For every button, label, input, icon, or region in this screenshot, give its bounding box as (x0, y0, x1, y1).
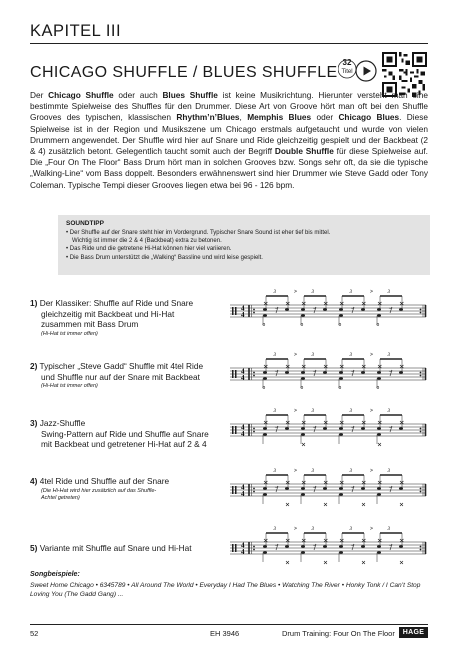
snare-note (301, 371, 305, 374)
percussion-clef-icon (232, 370, 234, 378)
example-title-line: zusammen mit Bass Drum (41, 319, 139, 330)
time-signature: 4 (241, 423, 245, 432)
snare-note (377, 545, 381, 548)
snare-note (377, 308, 381, 311)
example-number: 4) (30, 476, 38, 486)
snare-note (263, 308, 267, 311)
percussion-clef-icon (232, 544, 234, 552)
soundtipp-item: • Das Ride und die getretene Hi-Hat können hier viel variieren. (66, 246, 232, 253)
chapter-heading: KAPITEL III (30, 22, 122, 40)
hihat-foot-note (400, 561, 403, 564)
bass-drum-note (377, 433, 381, 436)
time-signature: 4 (241, 310, 245, 319)
example-title-line: Variante mit Shuffle auf Snare und Hi-Hat (39, 543, 192, 553)
open-hihat-mark: o (300, 322, 304, 328)
snare-note (361, 308, 365, 311)
accent-mark: > (294, 468, 297, 474)
snare-note (361, 487, 365, 490)
drum-staff (228, 408, 428, 448)
songs-title: Songbeispiele: (30, 571, 80, 578)
bass-drum-note (377, 377, 381, 380)
edition-number: EH 3946 (210, 629, 240, 638)
snare-note (339, 371, 343, 374)
bass-drum-note (301, 551, 305, 554)
time-signature: 4 (241, 429, 245, 438)
triplet-number: 3 (311, 469, 314, 474)
example-title-line: Swing-Pattern auf Ride und Shuffle auf Snare (41, 428, 209, 439)
hihat-foot-note (302, 443, 305, 446)
songs-list: Sweet Home Chicago • 6345789 • All Around The World • Everyday I Had The Blues • Watching The River • Honky Tonk / I Can’t Stop Loving You (The Gadd Gang) ... (30, 582, 421, 598)
triplet-number: 3 (311, 353, 314, 358)
drum-staff (228, 526, 428, 566)
drum-staff (228, 352, 428, 392)
snare-note (323, 427, 327, 430)
triplet-number: 3 (387, 527, 390, 532)
triplet-number: 3 (387, 353, 390, 358)
accent-mark: > (294, 352, 297, 358)
triplet-number: 3 (311, 409, 314, 414)
open-hihat-mark: o (376, 322, 380, 328)
example-title-line: 4tel Ride und Shuffle auf der Snare (39, 476, 170, 486)
time-signature: 4 (241, 304, 245, 313)
soundtipp-item: • Der Shuffle auf der Snare steht hier im Vordergrund. Typischer Snare Sound ist eher tief bis mittel. (66, 230, 331, 236)
snare-note (377, 371, 381, 374)
bass-drum-note (339, 433, 343, 436)
bass-drum-note (263, 433, 267, 436)
intro-emphasis: Chicago Shuffle (48, 90, 114, 100)
example-title-line: Jazz-Shuffle (39, 418, 86, 428)
bass-drum-note (301, 433, 305, 436)
bass-drum-note (263, 493, 267, 496)
snare-note (285, 487, 289, 490)
snare-note (285, 545, 289, 548)
percussion-clef-icon (232, 426, 234, 434)
bass-drum-note (377, 493, 381, 496)
snare-note (263, 545, 267, 548)
intro-paragraph: Der Chicago Shuffle oder auch Blues Shuffle ist keine Musikrichtung. Hierunter versteht man eine bestimmte Spielweise des Shuffles für den Drummer. Diese Art von Groove hört man oft bei den Shuffle Grooves des typischen, klassischen Rhythm’n’Blues, Memphis Blues oder Chicago Blues. Diese Spielweise ist in der Region und Musikszene um Chicago erstmals aufgetaucht und wurde von vielen Drummern angewendet. Der Shuffle wird hier auf Snare und Ride gleichzeitig gespielt und der Backbeat (2 & 4) zusätzlich betont. Gelegentlich taucht somit auch der Begriff Double Shuffle für diese Spielweise auf. Die „Four On The Floor“ Bass Drum hört man in solchen Grooves bzw. Songs sehr oft, da sie die typische „Walking-Line“ vom Bass doppelt. Besonders erwähnenswert sind hier Drummer wie Steve Gadd oder Tony Coleman. Typische Tempi dieser Grooves liegen etwa bei 96 - 126 bpm. (30, 90, 429, 190)
hihat-foot-note (324, 503, 327, 506)
soundtipp-title: SOUNDTIPP (66, 220, 104, 227)
hihat-foot-note (378, 443, 381, 446)
track-number: 32 (342, 58, 352, 67)
example-title-line: gleichzeitig mit Backbeat und Hi-Hat (41, 308, 175, 319)
accent-mark: > (294, 289, 297, 295)
triplet-number: 3 (349, 409, 352, 414)
soundtipp-item: • Die Bass Drum unterstützt die „Walking“ Bassline und wird leise gespielt. (66, 254, 263, 261)
hihat-foot-note (362, 503, 365, 506)
drum-staff (228, 289, 428, 329)
bass-drum-note (263, 314, 267, 317)
accent-mark: > (370, 352, 373, 358)
example-title-line: Typischer „Steve Gadd“ Shuffle mit 4tel Ride (39, 361, 204, 371)
bass-drum-note (301, 493, 305, 496)
triplet-number: 3 (273, 290, 276, 295)
soundtipp-item: Wichtig ist immer die 2 & 4 (Backbeat) extra zu betonen. (72, 238, 222, 245)
snare-note (263, 427, 267, 430)
bass-drum-note (339, 493, 343, 496)
snare-note (301, 545, 305, 548)
time-signature: 4 (241, 373, 245, 382)
example-1-label (30, 298, 225, 330)
snare-note (285, 308, 289, 311)
snare-note (323, 545, 327, 548)
snare-note (263, 487, 267, 490)
example-4-label (30, 476, 225, 487)
snare-note (339, 545, 343, 548)
example-number: 3) (30, 418, 38, 428)
time-signature: 4 (241, 541, 245, 550)
snare-note (377, 427, 381, 430)
bass-drum-note (339, 377, 343, 380)
triplet-number: 3 (273, 527, 276, 532)
example-title-line: mit Backbeat und getretener Hi-Hat auf 2 & 4 (41, 439, 207, 450)
accent-mark: > (370, 408, 373, 414)
triplet-number: 3 (349, 469, 352, 474)
snare-note (323, 308, 327, 311)
example-1-note: (Hi-Hat ist immer offen) (41, 331, 98, 337)
hihat-foot-note (286, 561, 289, 564)
intro-emphasis: Memphis Blues (247, 112, 312, 123)
bass-drum-note (263, 377, 267, 380)
bass-drum-note (339, 551, 343, 554)
intro-emphasis: Double Shuffle (274, 146, 334, 157)
hihat-foot-note (400, 503, 403, 506)
bass-drum-note (377, 314, 381, 317)
play-icon[interactable] (355, 60, 377, 82)
example-title-line: Der Klassiker: Shuffle auf Ride und Snare (39, 298, 194, 308)
accent-mark: > (370, 468, 373, 474)
snare-note (399, 371, 403, 374)
triplet-number: 3 (273, 353, 276, 358)
percussion-clef-icon (232, 307, 234, 315)
accent-mark: > (294, 526, 297, 532)
accent-mark: > (370, 289, 373, 295)
triplet-number: 3 (387, 469, 390, 474)
example-3-label (30, 418, 225, 450)
triplet-number: 3 (273, 469, 276, 474)
footer-rule (30, 624, 428, 625)
snare-note (377, 487, 381, 490)
snare-note (339, 427, 343, 430)
page-number: 52 (30, 629, 39, 638)
snare-note (399, 487, 403, 490)
open-hihat-mark: o (338, 322, 342, 328)
book-title: Drum Training: Four On The Floor (282, 629, 395, 638)
page-title: CHICAGO SHUFFLE / BLUES SHUFFLE (30, 64, 338, 81)
snare-note (263, 371, 267, 374)
example-4-note: (Die Hi-Hat wird hier zusätzlich auf das Shuffle-Achtel getreten) (41, 488, 157, 501)
open-hihat-mark: o (262, 322, 266, 328)
drum-staff (228, 468, 428, 508)
bass-drum-note (301, 377, 305, 380)
triplet-number: 3 (311, 527, 314, 532)
bass-drum-note (377, 551, 381, 554)
example-number: 2) (30, 361, 38, 371)
open-hihat-mark: o (300, 385, 304, 391)
open-hihat-mark: o (338, 385, 342, 391)
example-2-label (30, 361, 225, 382)
intro-emphasis: Chicago Blues (338, 112, 400, 123)
publisher-logo: HAGE (399, 627, 428, 638)
bass-drum-note (301, 314, 305, 317)
snare-note (339, 487, 343, 490)
snare-note (285, 427, 289, 430)
snare-note (323, 371, 327, 374)
snare-note (361, 545, 365, 548)
open-hihat-mark: o (376, 385, 380, 391)
triplet-number: 3 (311, 290, 314, 295)
snare-note (399, 545, 403, 548)
snare-note (361, 371, 365, 374)
chapter-rule (30, 43, 428, 44)
accent-mark: > (370, 526, 373, 532)
open-hihat-mark: o (262, 385, 266, 391)
intro-emphasis: Blues Shuffle (162, 90, 218, 100)
snare-note (399, 308, 403, 311)
triplet-number: 3 (349, 353, 352, 358)
triplet-number: 3 (349, 527, 352, 532)
snare-note (323, 487, 327, 490)
intro-emphasis: Rhythm’n’Blues (176, 112, 240, 123)
percussion-clef-icon (232, 486, 234, 494)
bass-drum-note (339, 314, 343, 317)
example-number: 5) (30, 543, 38, 553)
snare-note (301, 308, 305, 311)
hihat-foot-note (362, 561, 365, 564)
snare-note (339, 308, 343, 311)
time-signature: 4 (241, 367, 245, 376)
triplet-number: 3 (387, 409, 390, 414)
time-signature: 4 (241, 483, 245, 492)
accent-mark: > (294, 408, 297, 414)
track-label: Titel (341, 69, 353, 75)
bass-drum-note (263, 551, 267, 554)
triplet-number: 3 (273, 409, 276, 414)
snare-note (285, 371, 289, 374)
snare-note (301, 487, 305, 490)
example-title-line: und Shuffle nur auf der Snare mit Backbeat (41, 371, 200, 382)
hihat-foot-note (324, 561, 327, 564)
example-5-label (30, 543, 225, 554)
hihat-foot-note (286, 503, 289, 506)
soundtipp-box (58, 215, 430, 275)
snare-note (361, 427, 365, 430)
snare-note (301, 427, 305, 430)
triplet-number: 3 (387, 290, 390, 295)
time-signature: 4 (241, 489, 245, 498)
example-2-note: (Hi-Hat ist immer offen) (41, 383, 98, 389)
snare-note (399, 427, 403, 430)
example-number: 1) (30, 298, 38, 308)
triplet-number: 3 (349, 290, 352, 295)
time-signature: 4 (241, 547, 245, 556)
